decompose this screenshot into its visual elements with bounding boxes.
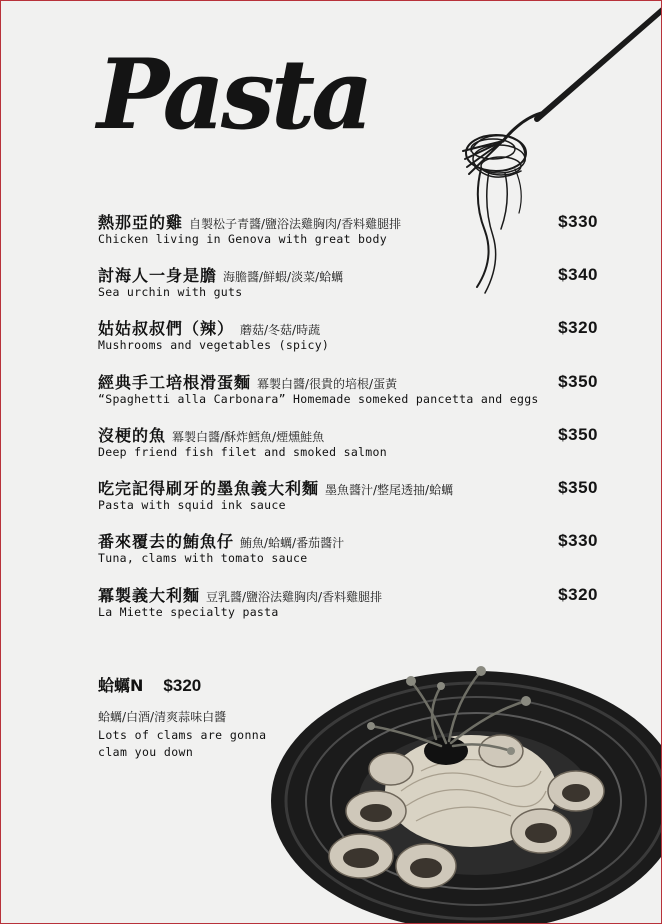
dish-price: $350 bbox=[558, 478, 598, 497]
menu-item bbox=[98, 529, 598, 573]
dish-desc-en: Chicken living in Genova with great body bbox=[98, 232, 387, 246]
special-price: $320 bbox=[163, 676, 202, 695]
special-item bbox=[98, 673, 338, 761]
menu-item bbox=[98, 210, 598, 254]
dish-price: $350 bbox=[558, 425, 598, 444]
dish-price: $330 bbox=[558, 531, 598, 550]
dish-desc-zh: 豆乳醬/鹽浴法雞胸肉/香料雞腿排 bbox=[206, 590, 383, 604]
dish-desc-en: Pasta with squid ink sauce bbox=[98, 498, 286, 512]
dish-desc-zh: 自製松子青醬/鹽浴法雞胸肉/香料雞腿排 bbox=[189, 217, 402, 231]
dish-name: 討海人一身是膽 bbox=[98, 266, 218, 285]
dish-price: $340 bbox=[558, 265, 598, 284]
special-desc-zh: 蛤蠣/白酒/清爽蒜味白醬 bbox=[98, 710, 227, 724]
dish-name: 冪製義大利麵 bbox=[98, 586, 201, 605]
menu-item bbox=[98, 316, 598, 360]
special-desc-en: Lots of clams are gonna clam you down bbox=[98, 728, 267, 759]
dish-desc-en: Sea urchin with guts bbox=[98, 285, 243, 299]
dish-price: $320 bbox=[558, 585, 598, 604]
dish-desc-zh: 蘑菇/冬菇/時蔬 bbox=[240, 323, 321, 337]
menu-item bbox=[98, 423, 598, 467]
page-title: Pasta bbox=[97, 38, 370, 151]
dish-desc-en: Mushrooms and vegetables (spicy) bbox=[98, 338, 330, 352]
dish-name: 經典手工培根滑蛋麵 bbox=[98, 373, 252, 392]
dish-desc-zh: 鮪魚/蛤蠣/番茄醬汁 bbox=[240, 536, 345, 550]
special-name: 蛤蠣N bbox=[98, 676, 144, 695]
dish-name: 沒梗的魚 bbox=[98, 426, 167, 445]
dish-name: 吃完記得刷牙的墨魚義大利麵 bbox=[98, 479, 320, 498]
dish-desc-zh: 墨魚醬汁/整尾透抽/蛤蠣 bbox=[325, 483, 454, 497]
dish-desc-zh: 冪製白醬/酥炸鱈魚/煙燻鮭魚 bbox=[172, 430, 325, 444]
dish-name: 姑姑叔叔們（辣） bbox=[98, 319, 235, 338]
menu-item bbox=[98, 263, 598, 307]
dish-price: $330 bbox=[558, 212, 598, 231]
dish-desc-en: “Spaghetti alla Carbonara” Homemade someked pancetta and eggs bbox=[98, 392, 539, 406]
dish-desc-en: Tuna, clams with tomato sauce bbox=[98, 551, 308, 565]
dish-price: $320 bbox=[558, 318, 598, 337]
dish-desc-zh: 海膽醬/鮮蝦/淡菜/蛤蠣 bbox=[223, 270, 344, 284]
menu-item bbox=[98, 476, 598, 520]
menu-item bbox=[98, 370, 598, 414]
fork-pasta-illustration bbox=[441, 1, 662, 301]
dish-price: $350 bbox=[558, 372, 598, 391]
dish-name: 熱那亞的雞 bbox=[98, 213, 184, 232]
dish-desc-en: La Miette specialty pasta bbox=[98, 605, 279, 619]
dish-desc-en: Deep friend fish filet and smoked salmon bbox=[98, 445, 387, 459]
menu-item bbox=[98, 583, 598, 627]
dish-name: 番來覆去的鮪魚仔 bbox=[98, 532, 235, 551]
dish-desc-zh: 冪製白醬/很貴的培根/蛋黃 bbox=[257, 377, 398, 391]
